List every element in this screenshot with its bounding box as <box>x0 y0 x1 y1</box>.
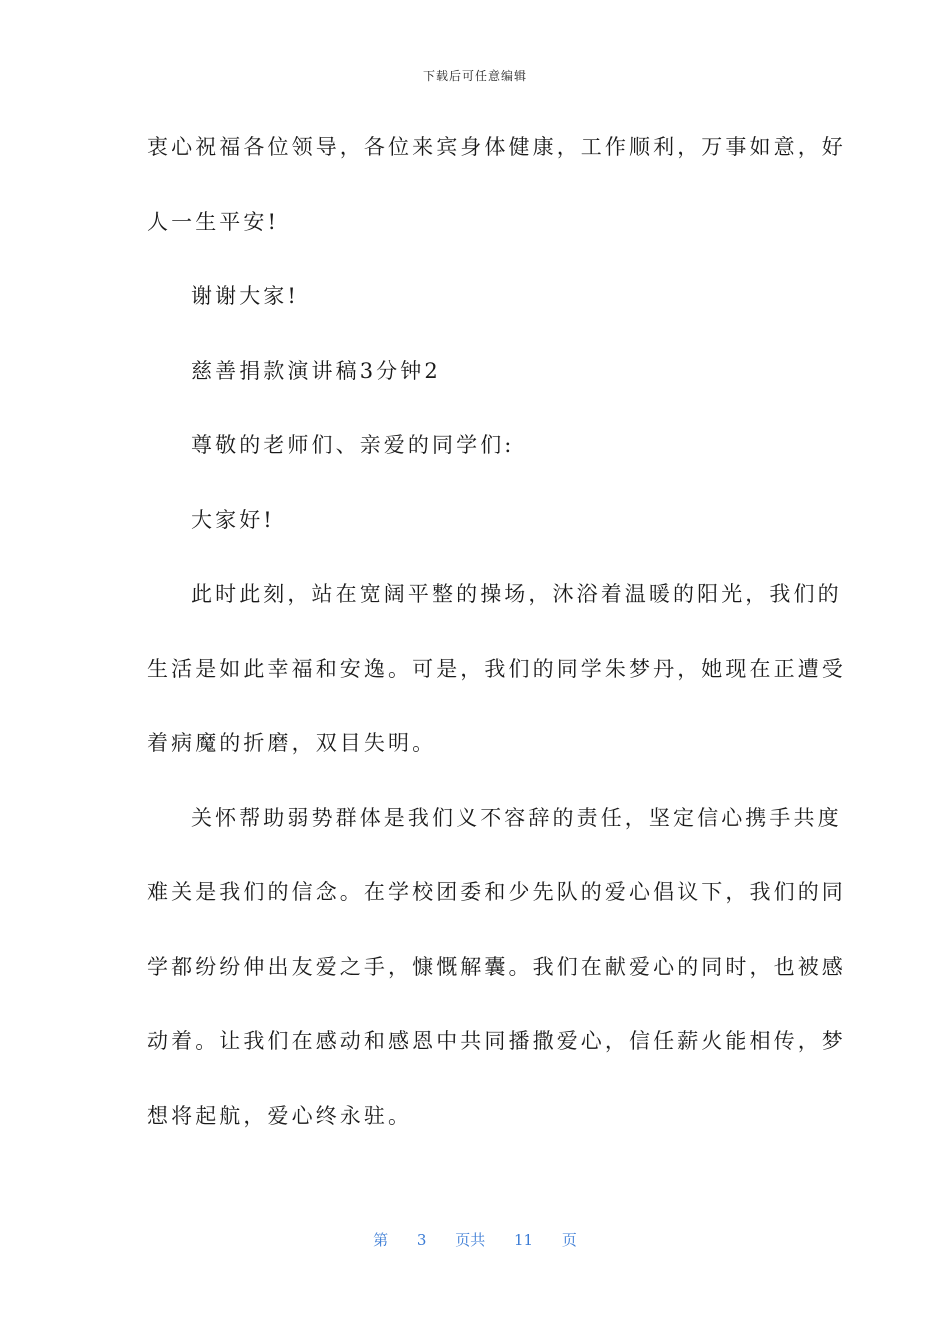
greeting-line: 大家好! <box>191 507 275 532</box>
page-footer <box>0 1229 950 1250</box>
paragraph-line: 此时此刻，站在宽阔平整的操场，沐浴着温暖的阳光，我们的 <box>191 582 842 606</box>
section-heading: 慈善捐款演讲稿3分钟2 <box>191 358 441 383</box>
paragraph-line: 动着。让我们在感动和感恩中共同播撒爱心，信任薪火能相传，梦 <box>147 1029 846 1053</box>
header-note: 下载后可任意编辑 <box>422 69 527 83</box>
total-word-left: 页共 <box>455 1231 486 1249</box>
paragraph-line: 谢谢大家! <box>191 284 299 308</box>
paragraph-line: 衷心祝福各位领导，各位来宾身体健康，工作顺利，万事如意，好 <box>147 135 846 159</box>
document-body <box>147 125 846 1168</box>
page-word: 第 <box>373 1231 389 1249</box>
total-pages: 11 <box>514 1231 534 1249</box>
page-number: 3 <box>416 1231 427 1249</box>
paragraph-line: 学都纷纷伸出友爱之手，慷慨解囊。我们在献爱心的同时，也被感 <box>147 954 846 979</box>
total-word-right: 页 <box>561 1231 577 1249</box>
paragraph-line: 难关是我们的信念。在学校团委和少先队的爱心倡议下，我们的同 <box>147 880 846 904</box>
paragraph-line: 人一生平安! <box>147 209 280 234</box>
paragraph-line: 生活是如此幸福和安逸。可是，我们的同学朱梦丹，她现在正遭受 <box>147 656 846 681</box>
salutation-line: 尊敬的老师们、亲爱的同学们: <box>191 433 515 457</box>
paragraph-line: 想将起航，爱心终永驻。 <box>147 1103 413 1128</box>
paragraph-line: 着病魔的折磨，双目失明。 <box>147 731 437 755</box>
paragraph-line: 关怀帮助弱势群体是我们义不容辞的责任，坚定信心携手共度 <box>191 805 842 830</box>
